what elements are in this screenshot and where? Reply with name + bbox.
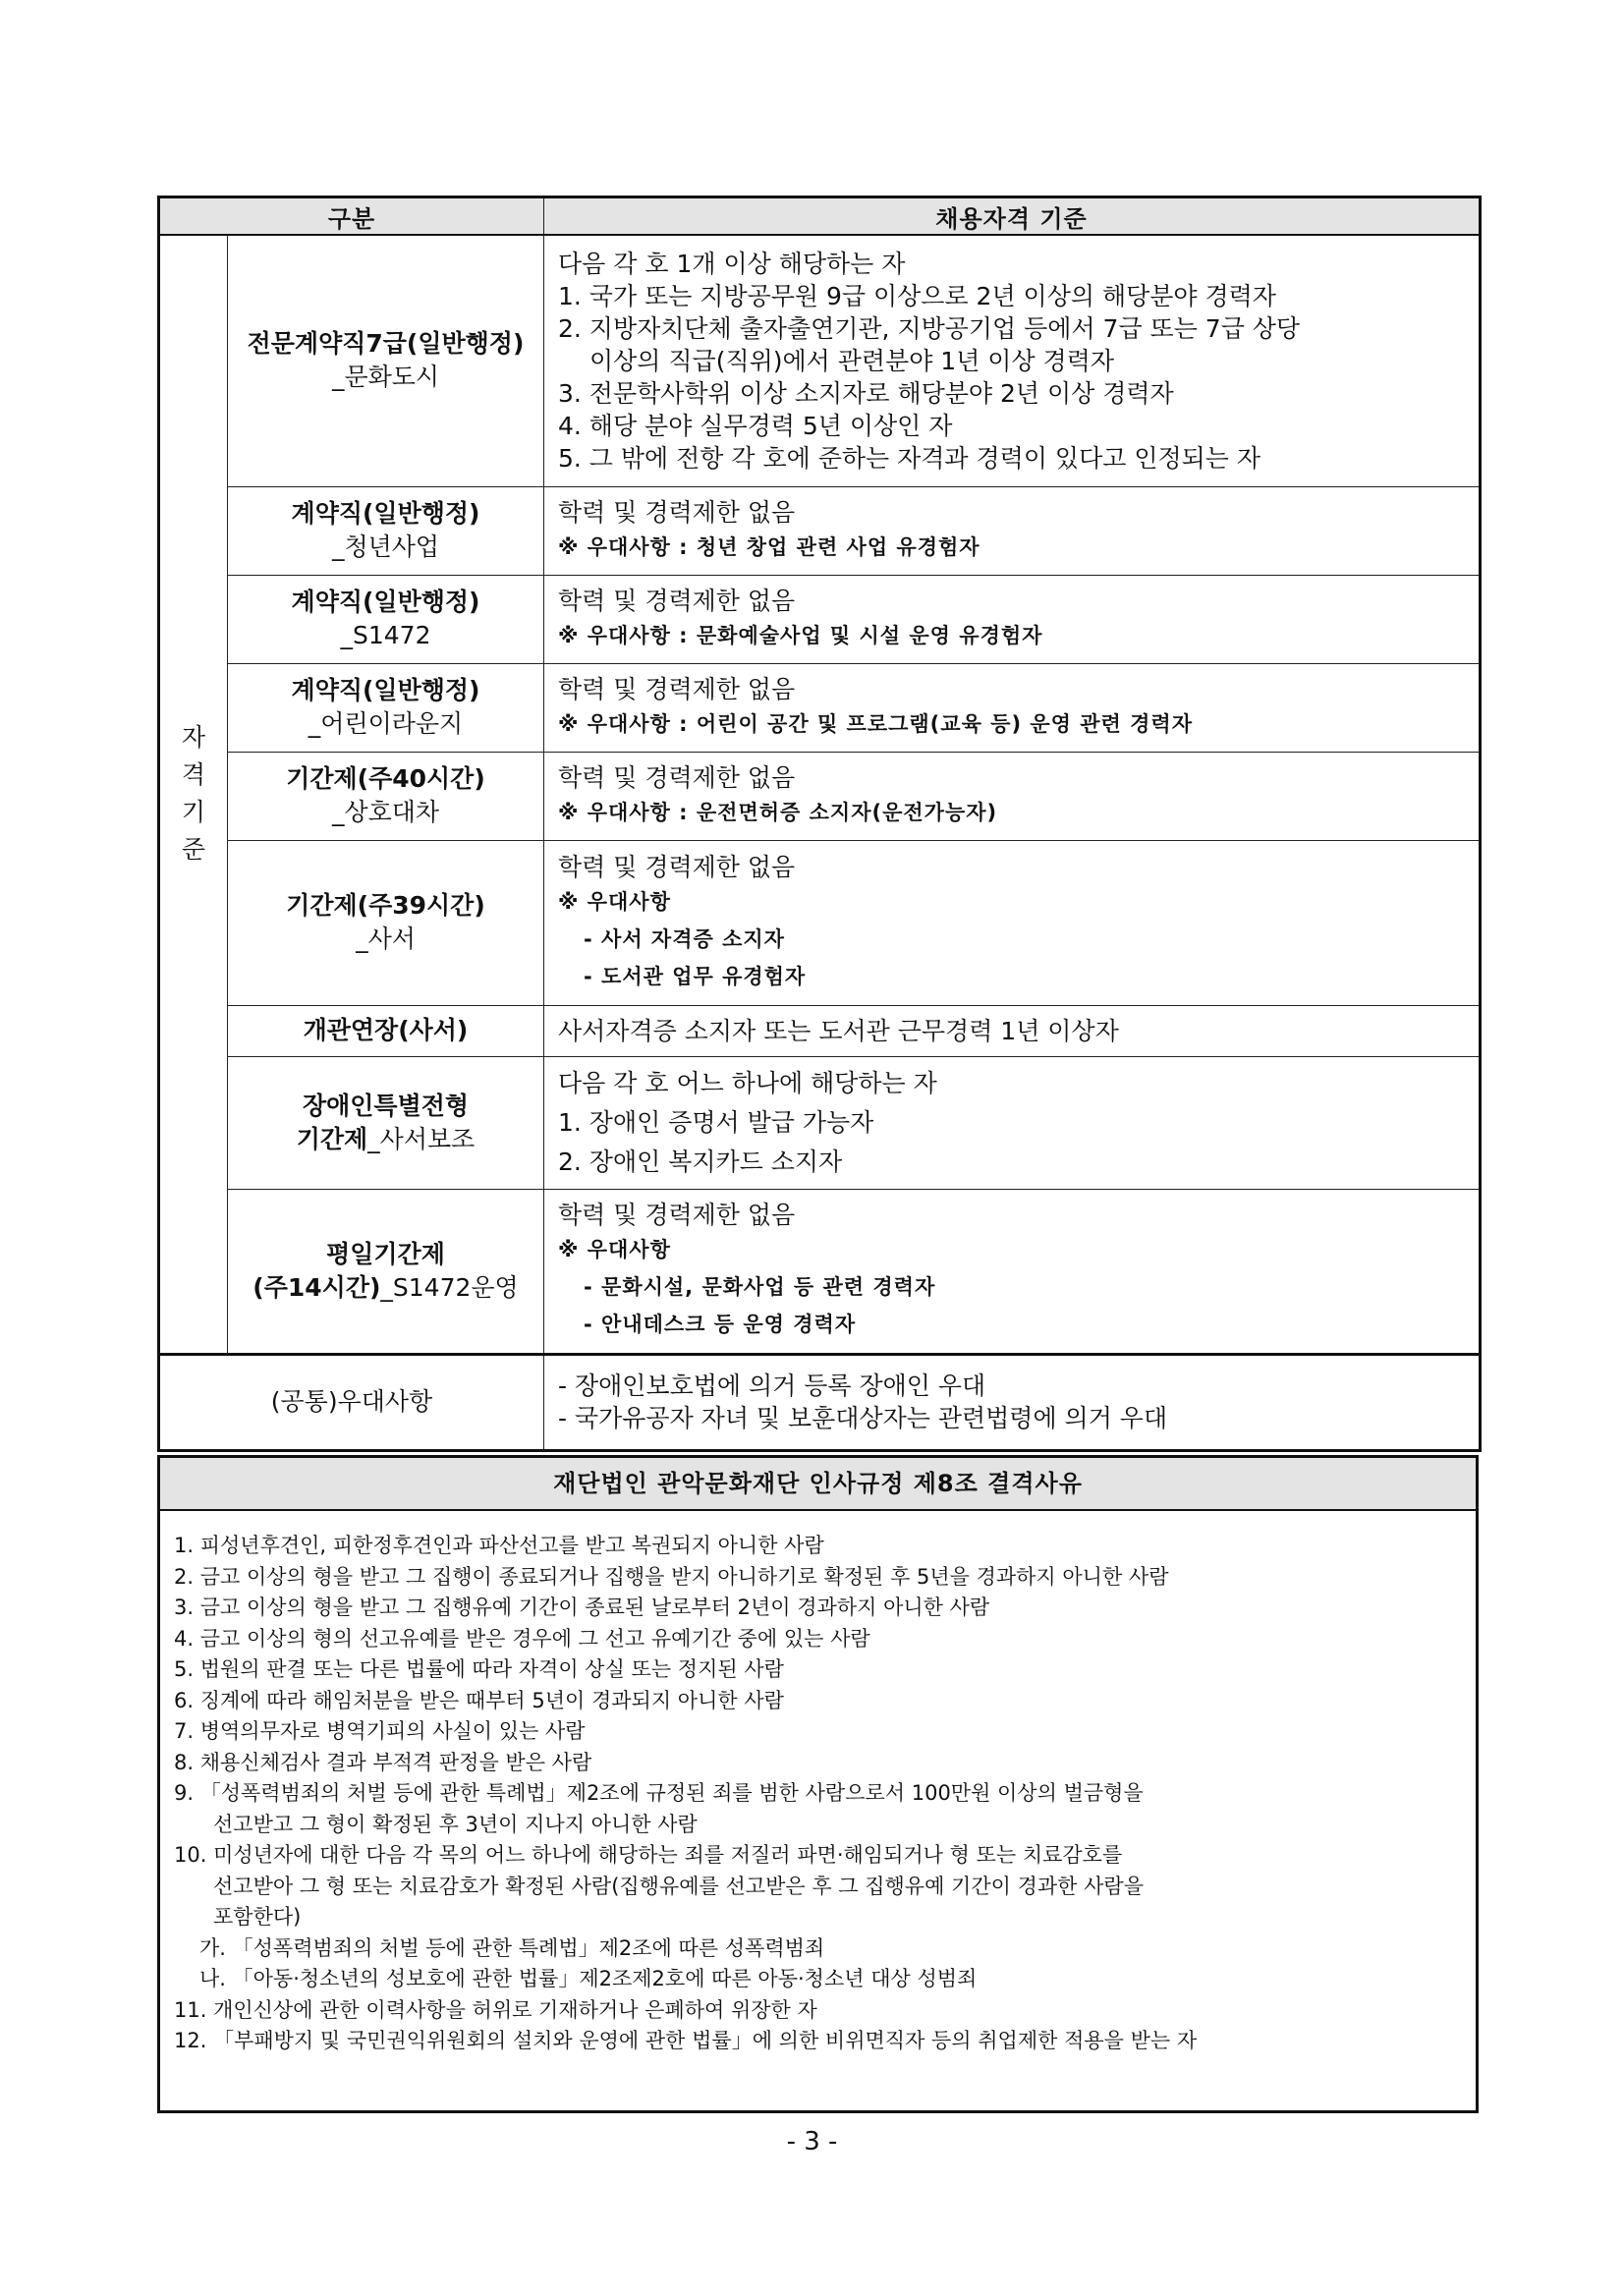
position-cell bbox=[228, 840, 544, 1005]
position-title: 계약직(일반행정) bbox=[291, 499, 480, 528]
common-label: (공통)우대사항 bbox=[159, 1354, 544, 1450]
criteria-cell bbox=[544, 1354, 1481, 1450]
table-row bbox=[159, 486, 1481, 575]
position-subtitle: _어린이라운지 bbox=[308, 709, 464, 738]
table-row bbox=[159, 1189, 1481, 1354]
position-title: 개관연장(사서) bbox=[303, 1016, 469, 1044]
side-char: 자 bbox=[181, 723, 206, 753]
table-row bbox=[159, 235, 1481, 486]
table-header-row bbox=[159, 197, 1481, 236]
list-item: 5. 법원의 판결 또는 다른 법률에 따라 자격이 상실 또는 정지된 사람 bbox=[174, 1657, 784, 1681]
criteria-main: 사서자격증 소지자 또는 도서관 근무경력 1년 이상자 bbox=[558, 1016, 1119, 1045]
position-title: (주14시간) bbox=[252, 1272, 381, 1302]
disqualification-list bbox=[160, 1511, 1476, 2057]
list-item: 8. 채용신체검사 결과 부적격 판정을 받은 사람 bbox=[174, 1750, 592, 1774]
preference-item: - 문화시설, 문화사업 등 관련 경력자 bbox=[584, 1275, 936, 1299]
criteria-cell bbox=[544, 235, 1481, 486]
position-cell bbox=[228, 1005, 544, 1056]
position-cell bbox=[228, 486, 544, 575]
position-subtitle: _S1472운영 bbox=[380, 1272, 519, 1302]
preference-note: ※ 우대사항 : 청년 창업 관련 사업 유경험자 bbox=[558, 534, 980, 559]
table-row bbox=[159, 1005, 1481, 1056]
criteria-line: 이상의 직급(직위)에서 관련분야 1년 이상 경력자 bbox=[589, 346, 1114, 375]
side-char: 격 bbox=[181, 760, 206, 790]
list-item: 나. 「아동·청소년의 성보호에 관한 법률」제2조제2호에 따른 아동·청소년 대상 성범죄 bbox=[199, 1967, 978, 1990]
criteria-main: 학력 및 경력제한 없음 bbox=[558, 586, 796, 615]
list-item: 3. 금고 이상의 형을 받고 그 집행유예 기간이 종료된 날로부터 2년이 경과하지 아니한 사람 bbox=[174, 1596, 990, 1619]
criteria-cell bbox=[544, 752, 1481, 840]
position-title: 전문계약직7급(일반행정) bbox=[247, 329, 525, 359]
position-cell bbox=[228, 1189, 544, 1354]
position-subtitle: _사서 bbox=[356, 924, 416, 953]
criteria-line: 2. 장애인 복지카드 소지자 bbox=[558, 1147, 843, 1176]
position-subtitle: _청년사업 bbox=[331, 532, 440, 561]
criteria-cell bbox=[544, 663, 1481, 752]
preference-note: ※ 우대사항 : 어린이 공간 및 프로그램(교육 등) 운영 관련 경력자 bbox=[558, 711, 1193, 736]
list-item: 10. 미성년자에 대한 다음 각 목의 어느 하나에 해당하는 죄를 저질러 파면·해임되거나 형 또는 치료감호를 bbox=[174, 1843, 1123, 1867]
preference-item: - 안내데스크 등 운영 경력자 bbox=[584, 1313, 857, 1336]
table-row bbox=[159, 663, 1481, 752]
preference-note: ※ 우대사항 : 문화예술사업 및 시설 운영 유경험자 bbox=[558, 623, 1043, 647]
position-cell bbox=[228, 1056, 544, 1189]
criteria-line: - 장애인보호법에 의거 등록 장애인 우대 bbox=[558, 1372, 986, 1400]
criteria-cell bbox=[544, 1189, 1481, 1354]
criteria-main: 학력 및 경력제한 없음 bbox=[558, 674, 796, 703]
list-item: 7. 병역의무자로 병역기피의 사실이 있는 사람 bbox=[174, 1719, 586, 1743]
position-title: 계약직(일반행정) bbox=[291, 676, 480, 704]
list-item: 선고받아 그 형 또는 치료감호가 확정된 사람(집행유예를 선고받은 후 그 집행유예 기간이 경과한 사람을 bbox=[213, 1874, 1144, 1898]
table-row bbox=[159, 1056, 1481, 1189]
header-category: 구분 bbox=[159, 197, 544, 236]
disqualification-title: 재단법인 관악문화재단 인사규정 제8조 결격사유 bbox=[160, 1458, 1476, 1511]
list-item: 1. 피성년후견인, 피한정후견인과 파산선고를 받고 복권되지 아니한 사람 bbox=[174, 1534, 824, 1557]
disqualification-box bbox=[157, 1455, 1479, 2113]
criteria-line: 다음 각 호 1개 이상 해당하는 자 bbox=[558, 249, 906, 278]
criteria-line: 2. 지방자치단체 출자출연기관, 지방공기업 등에서 7급 또는 7급 상당 bbox=[558, 313, 1301, 343]
table-row bbox=[159, 752, 1481, 840]
position-title: 기간제 bbox=[296, 1124, 368, 1153]
criteria-line: 1. 국가 또는 지방공무원 9급 이상으로 2년 이상의 해당분야 경력자 bbox=[558, 281, 1276, 310]
position-title: 계약직(일반행정) bbox=[291, 588, 480, 616]
position-cell bbox=[228, 235, 544, 486]
criteria-main: 학력 및 경력제한 없음 bbox=[558, 852, 796, 881]
position-title: 기간제(주39시간) bbox=[286, 891, 485, 920]
position-cell bbox=[228, 663, 544, 752]
list-item: 6. 징계에 따라 해임처분을 받은 때부터 5년이 경과되지 아니한 사람 bbox=[174, 1688, 784, 1712]
header-criteria: 채용자격 기준 bbox=[544, 197, 1481, 236]
side-char: 준 bbox=[181, 835, 206, 865]
position-title: 장애인특별전형 bbox=[302, 1091, 470, 1120]
preference-note: ※ 우대사항 bbox=[558, 1238, 671, 1261]
preference-note: ※ 우대사항 bbox=[558, 889, 671, 914]
common-preference-row bbox=[159, 1354, 1481, 1450]
criteria-line: 5. 그 밖에 전항 각 호에 준하는 자격과 경력이 있다고 인정되는 자 bbox=[558, 443, 1261, 473]
position-title: 평일기간제 bbox=[326, 1239, 445, 1268]
list-item: 11. 개인신상에 관한 이력사항을 허위로 기재하거나 은폐하여 위장한 자 bbox=[174, 1997, 817, 2022]
position-subtitle: _S1472 bbox=[340, 621, 431, 649]
list-item: 선고받고 그 형이 확정된 후 3년이 지나지 아니한 사람 bbox=[213, 1812, 698, 1836]
list-item: 4. 금고 이상의 형의 선고유예를 받은 경우에 그 선고 유예기간 중에 있는 사람 bbox=[174, 1626, 870, 1651]
criteria-cell bbox=[544, 486, 1481, 575]
list-item: 2. 금고 이상의 형을 받고 그 집행이 종료되거나 집행을 받지 아니하기로 확정된 후 5년을 경과하지 아니한 사람 bbox=[174, 1564, 1169, 1589]
list-item: 포함한다) bbox=[213, 1905, 302, 1929]
criteria-main: 학력 및 경력제한 없음 bbox=[558, 762, 796, 792]
table-row bbox=[159, 575, 1481, 663]
criteria-main: 학력 및 경력제한 없음 bbox=[558, 497, 796, 527]
criteria-main: 학력 및 경력제한 없음 bbox=[558, 1201, 796, 1229]
list-item: 9. 「성폭력범죄의 처벌 등에 관한 특례법」제2조에 규정된 죄를 범한 사람으로서 100만원 이상의 벌금형을 bbox=[174, 1781, 1144, 1805]
side-label bbox=[159, 235, 228, 1354]
preference-item: - 도서관 업무 유경험자 bbox=[584, 964, 807, 988]
position-cell bbox=[228, 575, 544, 663]
position-subtitle: _사서보조 bbox=[367, 1124, 476, 1153]
criteria-line: 4. 해당 분야 실무경력 5년 이상인 자 bbox=[558, 411, 953, 440]
criteria-cell bbox=[544, 1056, 1481, 1189]
page-number: - 3 - bbox=[786, 2127, 838, 2156]
criteria-line: 3. 전문학사학위 이상 소지자로 해당분야 2년 이상 경력자 bbox=[558, 378, 1174, 408]
preference-note: ※ 우대사항 : 운전면허증 소지자(운전가능자) bbox=[558, 800, 998, 824]
position-title: 기간제(주40시간) bbox=[286, 764, 485, 793]
criteria-cell bbox=[544, 1005, 1481, 1056]
side-char: 기 bbox=[181, 798, 206, 827]
qualification-table bbox=[157, 196, 1482, 1452]
criteria-cell bbox=[544, 840, 1481, 1005]
preference-item: - 사서 자격증 소지자 bbox=[584, 926, 785, 951]
criteria-line: - 국가유공자 자녀 및 보훈대상자는 관련법령에 의거 우대 bbox=[558, 1404, 1168, 1432]
position-subtitle: _문화도시 bbox=[331, 363, 440, 392]
position-cell bbox=[228, 752, 544, 840]
criteria-line: 1. 장애인 증명서 발급 가능자 bbox=[558, 1107, 874, 1137]
criteria-cell bbox=[544, 575, 1481, 663]
list-item: 12. 「부패방지 및 국민권익위원회의 설치와 운영에 관한 법률」에 의한 비위면직자 등의 취업제한 적용을 받는 자 bbox=[174, 2029, 1198, 2052]
table-row bbox=[159, 840, 1481, 1005]
list-item: 가. 「성폭력범죄의 처벌 등에 관한 특례법」제2조에 따른 성폭력범죄 bbox=[199, 1935, 825, 1960]
position-subtitle: _상호대차 bbox=[331, 798, 440, 826]
criteria-line: 다음 각 호 어느 하나에 해당하는 자 bbox=[558, 1068, 937, 1097]
